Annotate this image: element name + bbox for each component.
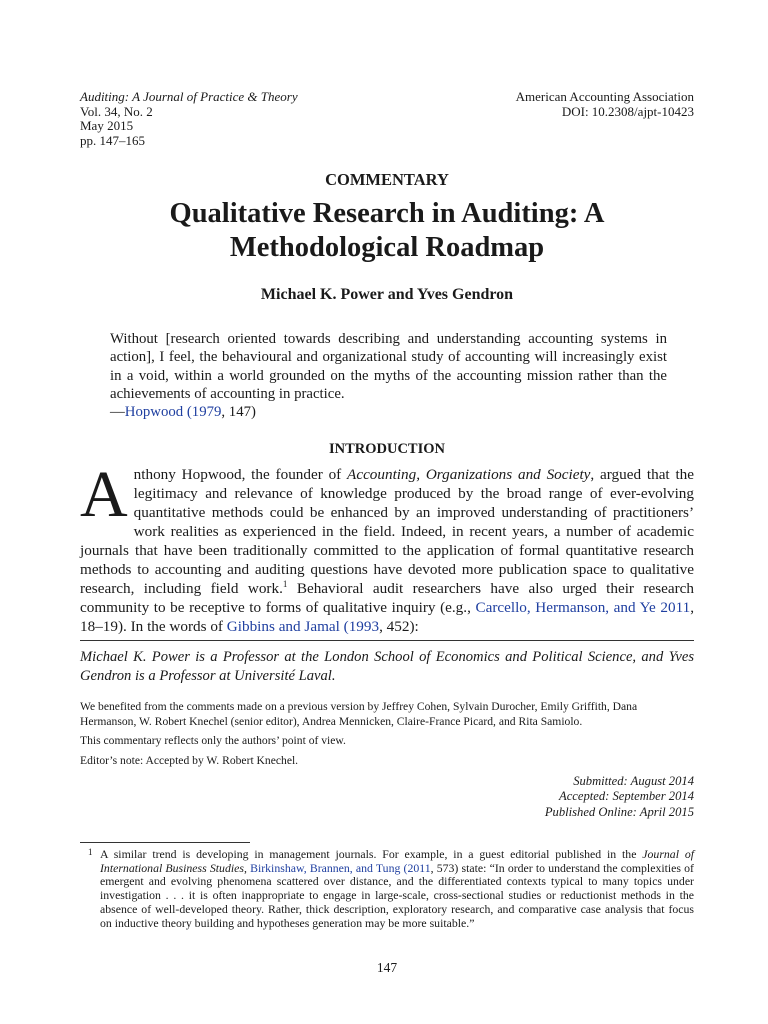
section-label: COMMENTARY xyxy=(325,170,449,189)
body-text-4: , 18–19). In the words of xyxy=(80,599,694,635)
author-bio: Michael K. Power is a Professor at the London School of Economics and Political Science, and Yves Gendron is a Professor at Université Laval. xyxy=(80,649,694,684)
article-title xyxy=(0,197,768,265)
page-number: 147 xyxy=(376,960,398,975)
fn-journal-italic: Journal of International Business Studies xyxy=(100,847,694,875)
doi: DOI: 10.2308/ajpt-10423 xyxy=(561,103,694,119)
publication-dates xyxy=(545,774,694,820)
body-text-2: , argued that the legitimacy and relevance of knowledge produced by the broad range of ever-evolving quantitative methods could be enhanced by an improved understanding of practitioners’ work realities as experienced in the field. Indeed, in recent years, a number of academic journals that have been traditionally committed to the application of formal quantitative research methods to accounting and auditing questions have devoted more publication space to qualitative research, including field work. xyxy=(80,466,695,597)
body-text-5: , 452): xyxy=(379,618,419,635)
hopwood-citation-link[interactable]: Hopwood ( xyxy=(124,404,192,421)
attrib-dash: — xyxy=(110,404,125,421)
volume-issue: Vol. 34, No. 2 xyxy=(80,103,153,119)
date-accepted: Accepted: September 2014 xyxy=(559,789,694,804)
introduction-heading: INTRODUCTION xyxy=(328,441,445,457)
author-names: Michael K. Power and Yves Gendron xyxy=(260,286,514,303)
introduction-paragraph xyxy=(80,458,695,636)
issue-date: May 2015 xyxy=(80,118,134,133)
title-line-1: Qualitative Research in Auditing: A xyxy=(169,198,605,229)
fn-text-3: , 573) state: “In order to understand the complexities of emergent and evolving phenomena scattered over distance, and the differentiated contexts typical to many topics under investigation . . . it is often inappropriate to engage in large-scale, cross-sectional studies or reductionist methods in the absence of well-developed theory. Rather, thick description, exploratory research, and comparative case analysis that focus on inductive theory building and hypotheses generation may be more suitable.” xyxy=(100,860,694,930)
footnote-marker[interactable]: 1 xyxy=(282,578,288,589)
ack-thanks: We benefited from the comments made on a previous version by Jeffrey Cohen, Sylvain Durocher, Emily Griffith, Dana Hermanson, W. Robert Knechel (senior editor), Andrea Mennicken, Claire-France Picard, and Rita Samiolo. xyxy=(80,700,638,728)
epigraph xyxy=(110,330,667,421)
date-published: Published Online: April 2015 xyxy=(544,804,694,819)
publisher-name: American Accounting Association xyxy=(515,89,694,104)
footnote-text xyxy=(100,848,694,930)
fn-text-1: A similar trend is developing in management journals. For example, in a guest editorial published in the xyxy=(100,847,643,861)
journal-name-italic: Accounting, Organizations and Society xyxy=(347,466,591,483)
date-submitted: Submitted: August 2014 xyxy=(573,774,694,788)
page-range: pp. 147–165 xyxy=(80,132,145,148)
fn-text-2: , xyxy=(243,860,251,875)
birkinshaw-citation-link[interactable]: Birkinshaw, Brannen, and Tung (2011 xyxy=(250,860,431,875)
publisher-header xyxy=(516,90,694,119)
ack-editor: Editor’s note: Accepted by W. Robert Knechel. xyxy=(80,753,299,767)
body-text-1: nthony Hopwood, the founder of xyxy=(133,466,348,483)
epigraph-text: Without [research oriented towards describing and understanding accounting systems in action], I feel, the behavioural and organizational study of accounting will increasingly exist in a void, within a world grounded on the myths of the accounting mission rather than the achievements of accounting in practice. xyxy=(110,331,667,402)
hopwood-year-link[interactable]: 1979 xyxy=(191,404,222,421)
divider-rule xyxy=(80,640,694,641)
drop-cap: A xyxy=(80,458,128,531)
journal-name: Auditing: A Journal of Practice & Theory xyxy=(80,89,298,104)
body-text-3: Behavioral audit researchers have also urged their research community to be receptive to forms of qualitative inquiry (e.g., xyxy=(80,580,694,616)
footnote-1 xyxy=(80,848,694,930)
carcello-citation-link[interactable]: Carcello, Hermanson, and Ye 2011 xyxy=(475,599,691,616)
footnote-number: 1 xyxy=(88,847,93,857)
ack-view: This commentary reflects only the authors’ point of view. xyxy=(80,734,346,747)
journal-header xyxy=(80,90,298,148)
epigraph-attribution xyxy=(110,403,667,421)
title-line-2: Methodological Roadmap xyxy=(229,232,545,263)
gibbins-citation-link[interactable]: Gibbins and Jamal (1993 xyxy=(226,618,380,635)
attrib-page: , 147) xyxy=(221,404,256,421)
acknowledgements xyxy=(80,700,694,773)
footnote-rule xyxy=(80,842,250,843)
